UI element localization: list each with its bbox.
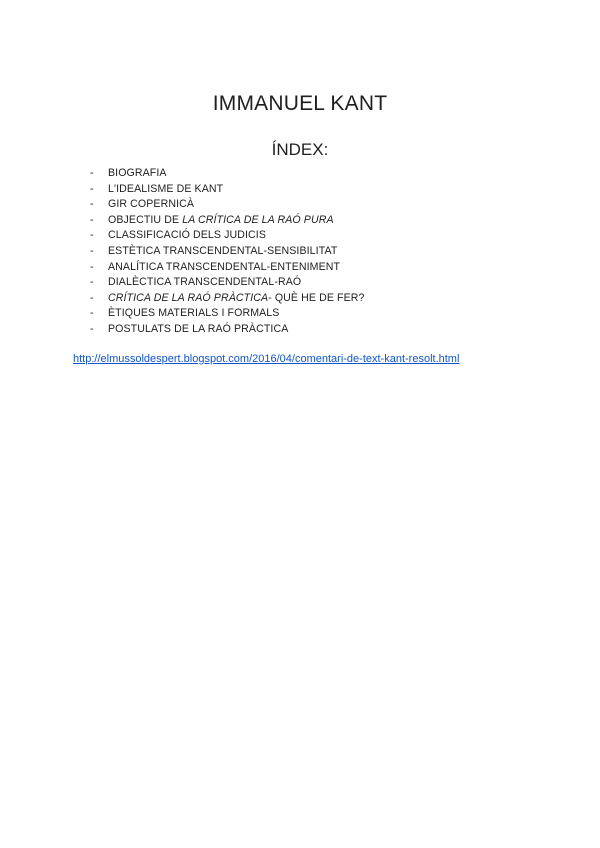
list-dash: - (90, 307, 94, 320)
toc-item-analitica (90, 260, 365, 276)
toc-item-objectiu (90, 213, 365, 229)
list-dash: - (90, 260, 94, 273)
toc-item-label: BIOGRAFIA (108, 167, 167, 179)
toc-item-classificacio (90, 228, 365, 244)
toc-item-gir-copernica (90, 197, 365, 213)
toc-item-label: POSTULATS DE LA RAÓ PRÀCTICA (108, 322, 289, 335)
table-of-contents (90, 166, 365, 338)
toc-item-label: L'IDEALISME DE KANT (108, 182, 224, 195)
toc-item-critica-pratica (90, 291, 365, 307)
toc-item-label: - QUÈ HE DE FER? (268, 291, 365, 304)
toc-item-estetica (90, 244, 365, 260)
list-dash: - (90, 229, 94, 242)
document-title: IMMANUEL KANT (212, 92, 388, 115)
toc-item-dialectica (90, 275, 365, 291)
toc-item-idealisme (90, 182, 365, 198)
list-dash: - (90, 182, 94, 195)
list-dash: - (90, 322, 94, 335)
blog-link[interactable]: http://elmussoldespert.blogspot.com/2016/04/comentari-de-text-kant-resolt.html (73, 353, 460, 365)
toc-item-etiques (90, 306, 365, 322)
list-dash: - (90, 198, 94, 211)
toc-item-label: GIR COPERNICÀ (108, 198, 195, 211)
list-dash: - (90, 213, 94, 226)
list-dash: - (90, 276, 94, 289)
list-dash: - (90, 167, 94, 179)
toc-item-label: ESTÈTICA TRANSCENDENTAL-SENSIBILITAT (108, 244, 338, 257)
list-dash: - (90, 291, 94, 304)
toc-item-italic-title: LA CRÍTICA DE LA RAÓ PURA (182, 213, 334, 226)
index-heading: ÍNDEX: (271, 140, 329, 159)
toc-item-label: DIALÈCTICA TRANSCENDENTAL-RAÓ (108, 276, 302, 289)
toc-item-italic-title: CRÍTICA DE LA RAÓ PRÀCTICA (108, 291, 269, 304)
toc-item-postulats (90, 322, 365, 338)
toc-item-label: ANALÍTICA TRANSCENDENTAL-ENTENIMENT (108, 260, 341, 273)
toc-item-biografia (90, 166, 365, 182)
toc-item-label: ÈTIQUES MATERIALS I FORMALS (108, 307, 280, 320)
toc-item-label: CLASSIFICACIÓ DELS JUDICIS (108, 229, 267, 242)
toc-item-label: OBJECTIU DE (108, 213, 183, 226)
list-dash: - (90, 244, 94, 257)
